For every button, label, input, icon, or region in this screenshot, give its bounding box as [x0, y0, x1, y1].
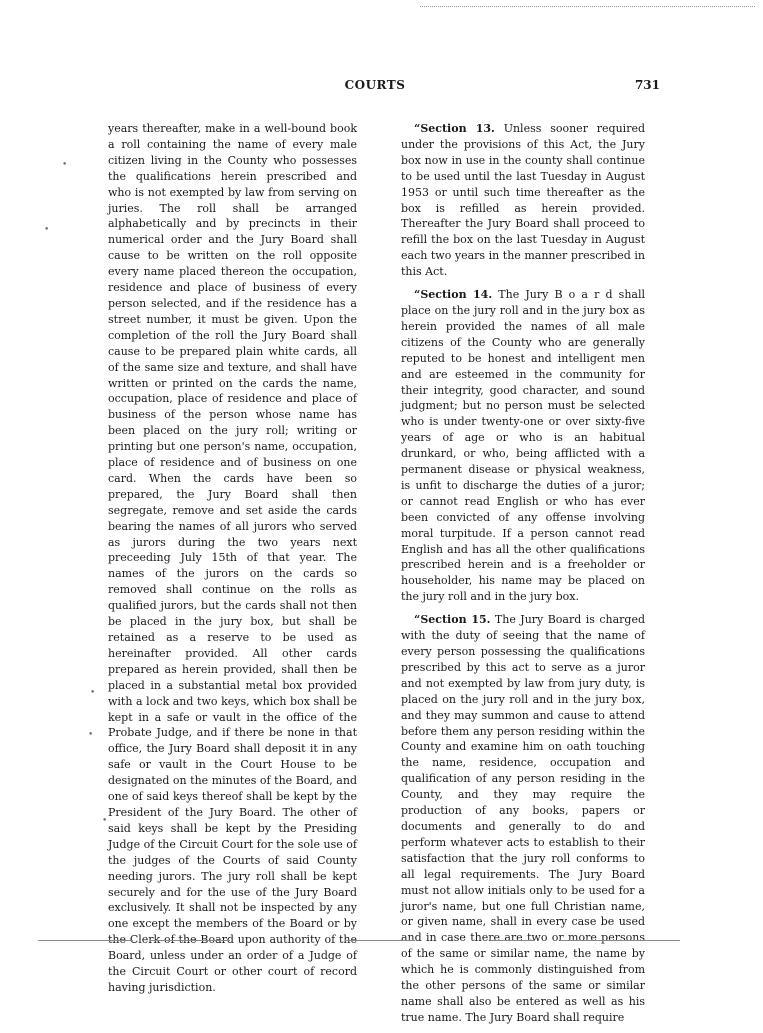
scan-speck: • — [90, 688, 96, 698]
page-header — [0, 78, 763, 98]
right-column — [401, 121, 645, 1033]
section-15-paragraph — [401, 612, 645, 1026]
top-scan-edge — [420, 6, 755, 7]
scan-edge-line — [38, 940, 133, 941]
page-number: 731 — [634, 78, 660, 92]
section-13-heading: “Section 13. — [414, 122, 495, 135]
scan-speck: • — [88, 730, 94, 740]
section-15-heading: “Section 15. — [414, 613, 491, 627]
section-14-heading: “Section 14. — [414, 288, 493, 302]
scan-edge-line — [150, 940, 230, 941]
section-13-body: Unless sooner required under the provisions of this Act, the Jury box now in use in the county shall continue to be used until the last Tuesday in August 1953 or until such time thereafter as the box is refilled as herein provided. Thereafter the Jury Board shall proceed to refill the box on the last Tuesday in August each two years in the manner prescribed in this Act. — [401, 122, 645, 279]
section-14-body: The Jury B o a r d shall place on the jury roll and in the jury box as herein provided the names of all male citizens of the County who are generally reputed to be honest and intelligent men and are esteemed in the community for their integrity, good character, and sound judgment; but no person must be selected who is under twenty-one or over sixty-five years of age or who is an habitual drunkard, or who, being afflicted with a permanent disease or physical weakness, is unfit to discharge the duties of a juror; or cannot read English or who has ever been convicted of any offense involving moral turpitude. If a person cannot read English and has all the other qualifications prescribed herein and is a freeholder or householder, his name may be placed on the jury roll and in the jury box. — [401, 288, 645, 604]
left-column — [108, 121, 357, 996]
section-15-body: The Jury Board is charged with the duty of seeing that the name of every person possessing the qualifications prescribed by this act to serve as a juror and not exempted by law from jury duty, is placed on the jury roll and in the jury box, and they may summon and cause to attend before them any person residing within the County and examine him on oath touching the name, residence, occupation and qualification of any person residing in the County, and they may require the production of any books, papers or documents and generally to do and perform whatever acts to establish to their satisfaction that the jury roll conforms to all legal requirements. The Jury Board must not allow initials only to be used for a juror's name, but one full Christian name, or given name, shall in every case be used and in case there are two or more persons of the same or similar name, the name by which he is commonly distinguished from the other persons of the same or similar name shall also be entered as well as his true name. The Jury Board shall require — [401, 613, 645, 1024]
section-13-paragraph — [401, 121, 645, 280]
left-paragraph: years thereafter, make in a well-bound book a roll containing the name of every male citizen living in the County who possesses the qualifications herein prescribed and who is not exempted by law from serving on juries. The roll shall be arranged alphabetically and by precincts in their numerical order and the Jury Board shall cause to be written on the roll opposite every name placed thereon the occupation, residence and place of business of every person selected, and if the residence has a street number, it must be given. Upon the completion of the roll the Jury Board shall cause to be prepared plain white cards, all of the same size and texture, and shall have written or printed on the cards the name, occupation, place of residence and place of business of the person whose name has been placed on the jury roll; writing or printing but one person's name, occupation, place of residence and of business on one card. When the cards have been so prepared, the Jury Board shall then segregate, remove and set aside the cards bearing the names of all jurors who served as jurors during the two years next preceeding July 15th of that year. The names of the jurors on the cards so removed shall continue on the rolls as qualified jurors, but the cards shall not then be placed in the jury box, but shall be retained as a reserve to be used as hereinafter provided. All other cards prepared as herein provided, shall then be placed in a substantial metal box provided with a lock and two keys, which box shall be kept in a safe or vault in the office of the Probate Judge, and if there be none in that office, the Jury Board shall deposit it in any safe or vault in the Court House to be designated on the minutes of the Board, and one of said keys thereof shall be kept by the President of the Jury Board. The other of said keys shall be kept by the Presiding Judge of the Circuit Court for the sole use of the judges of the Courts of said County needing jurors. The jury roll shall be kept securely and for the use of the Jury Board exclusively. It shall not be inspected by any one except the members of the Board or by the Clerk of the Board upon authority of the Board, unless under an order of a Judge of the Circuit Court or other court of record having jurisdiction. — [108, 122, 357, 994]
scan-speck: • — [44, 225, 50, 235]
scan-edge-line — [560, 940, 680, 941]
scan-edge-line — [490, 940, 535, 941]
running-head: COURTS — [344, 78, 406, 92]
scan-speck: • — [62, 160, 68, 170]
section-14-paragraph — [401, 287, 645, 605]
scan-speck: • — [102, 816, 108, 826]
scan-edge-line — [345, 940, 415, 941]
